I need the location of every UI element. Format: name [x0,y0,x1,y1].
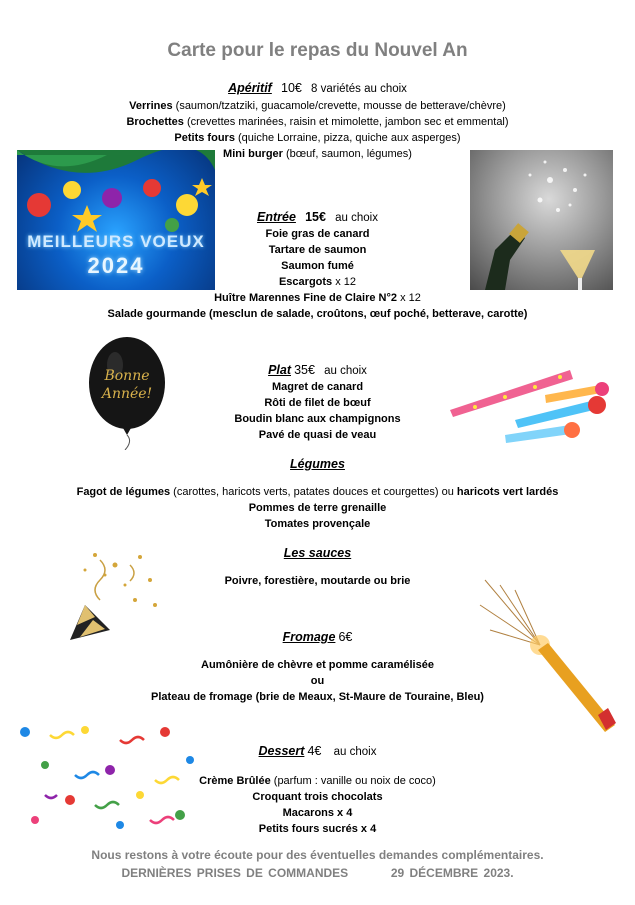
fromage-price: 6€ [338,630,353,644]
entree-item: Tartare de saumon [268,244,367,256]
entree-price: 15€ [305,210,326,224]
entree-item: Salade gourmande (mesclun de salade, croûtons, œuf poché, betterave, carotte) [107,308,528,320]
sauces-heading: Les sauces [283,546,352,560]
aperitif-item: Petits fours (quiche Lorraine, pizza, quiche aux asperges) [174,132,461,144]
footer-deadline-label: DERNIÈRES PRISES DE COMMANDES [121,866,349,880]
aperitif-item: Brochettes (crevettes marinées, raisin et mimolette, jambon sec et emmental) [126,116,509,128]
banner-text: MEILLEURS VOEUX [27,232,205,251]
plat-item: Pavé de quasi de veau [258,429,377,441]
sauces-item: Poivre, forestière, moutarde ou brie [224,575,411,587]
dessert-note: au choix [333,746,377,758]
aperitif-note: 8 variétés au choix [311,83,407,95]
plat-heading: Plat [268,363,291,377]
fromage-or: ou [310,675,325,687]
balloon-text-line1: Bonne [104,368,150,384]
entree-item: Escargots x 12 [278,276,357,288]
entree-note: au choix [335,212,378,224]
footer-message: Nous restons à votre écoute pour des éventuelles demandes complémentaires. [91,848,544,862]
entree-item: Huître Marennes Fine de Claire N°2 x 12 [214,292,421,304]
dessert-item: Croquant trois chocolats [252,791,383,803]
legumes-header [0,456,635,473]
aperitif-header [0,80,635,97]
entree-item: Foie gras de canard [265,228,370,240]
footer-deadline-date: 29 DÉCEMBRE 2023. [390,866,514,880]
plat-item: Rôti de filet de bœuf [264,397,371,409]
entree-header [0,209,635,226]
aperitif-item: Mini burger (bœuf, saumon, légumes) [223,148,412,160]
entree-item: Saumon fumé [281,260,354,272]
dessert-price: 4€ [307,744,322,758]
fromage-item: Aumônière de chèvre et pomme caramélisée [201,659,434,671]
legumes-item: Tomates provençale [264,518,371,530]
plat-price: 35€ [294,363,315,377]
balloon-text-line2: Année! [101,386,153,402]
sauces-header [0,545,635,562]
banner-year: 2024 [87,253,145,278]
aperitif-item: Verrines (saumon/tzatziki, guacamole/crevette, mousse de betterave/chèvre) [129,100,506,112]
dessert-item: Crème Brûlée (parfum : vanille ou noix de coco) [199,775,436,787]
legumes-heading: Légumes [290,457,345,471]
dessert-heading: Dessert [258,744,305,758]
fromage-heading: Fromage [282,630,336,644]
page-title: Carte pour le repas du Nouvel An [167,40,468,61]
dessert-header [0,743,635,760]
plat-item: Boudin blanc aux champignons [234,413,401,425]
dessert-item: Macarons x 4 [282,807,353,819]
fromage-header [0,629,635,646]
legumes-item: Fagot de légumes (carottes, haricots verts, patates douces et courgettes) ou haricots vert lardés [76,486,559,498]
aperitif-price: 10€ [281,81,302,95]
plat-note: au choix [324,365,367,377]
fromage-item: Plateau de fromage (brie de Meaux, St-Maure de Touraine, Bleu) [151,691,484,703]
dessert-item: Petits fours sucrés x 4 [258,823,377,835]
legumes-item: Pommes de terre grenaille [248,502,387,514]
sparkler-image [470,575,620,735]
footer-deadline [0,866,635,880]
plat-item: Magret de canard [271,381,364,393]
aperitif-heading: Apéritif [228,81,272,95]
plat-header [0,362,635,379]
entree-heading: Entrée [257,210,296,224]
